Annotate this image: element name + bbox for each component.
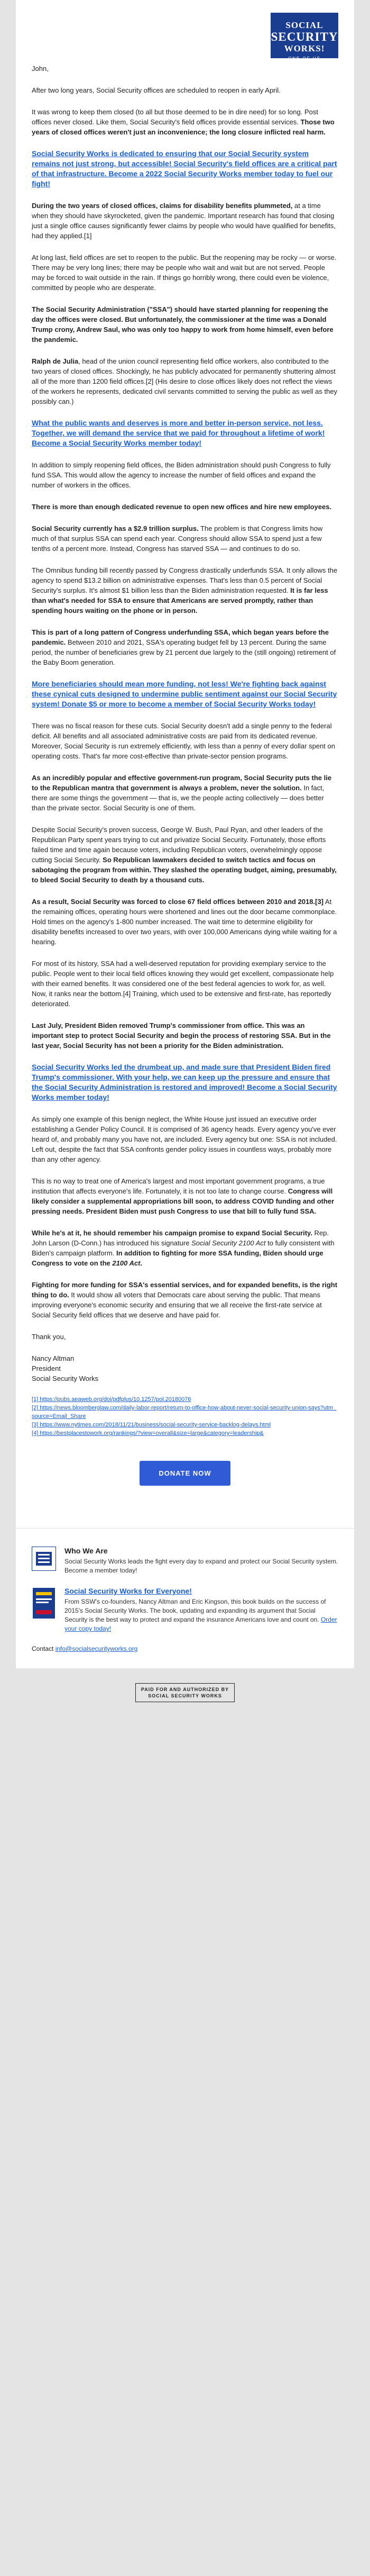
callout-link[interactable]: What the public wants and deserves is more and better in-person service, not less. Together, we will demand the service that we paid for throughout a lifetime of work! Become a Social Security Works member today! xyxy=(32,419,325,447)
paid-for-box xyxy=(135,1683,235,1702)
paragraph: This is part of a long pattern of Congress underfunding SSA, which began years before the pandemic. Between 2010 and 2021, SSA's operating budget fell by 13 percent. During the same period, the number of beneficiaries grew by 21 percent due largely to the (still ongoing) retirement of the Baby Boom generation. xyxy=(32,628,336,666)
ssw-logo[interactable] xyxy=(271,13,338,61)
paid-for-section xyxy=(16,1668,354,1723)
ssw-small-logo-icon xyxy=(32,1547,56,1571)
footnote xyxy=(32,1404,338,1421)
signoff: Thank you, xyxy=(32,1333,66,1341)
contact-email-link[interactable]: info@socialsecurityworks.org xyxy=(55,1645,138,1652)
paragraph: As a result, Social Security was forced to close 67 field offices between 2010 and 2018.[3] At the remaining offices, operating hours were shortened and lines out the door became commonplace. Hold times on the agency's 1-800 number increased. The wait time to determine eligibility for disability benefits increased to over two years, with over 100,000 Americans dying while waiting for a hearing. xyxy=(32,898,337,946)
paragraph: During the two years of closed offices, claims for disability benefits plummeted, at a time when they should have skyrocketed, given the pandemic. Important research has found that closing just a single office causes significantly fewer claims by people who would have qualified for benefits, had they applied.[1] xyxy=(32,202,336,240)
signature-title: President xyxy=(32,1364,61,1372)
paragraph: There is more than enough dedicated revenue to open new offices and hire new employees. xyxy=(32,503,332,511)
logo-line2: SECURITY xyxy=(271,30,338,43)
paragraph: It was wrong to keep them closed (to all but those deemed to be in dire need) for so long. Post offices never closed. Like them, Social Security's field offices provide essential services. Those two years of closed offices weren't just an inconvenience; the long closure inflicted real harm. xyxy=(32,108,335,136)
book-text: From SSW's co-founders, Nancy Altman and Eric Kingson, this book builds on the success of 2015's Social Security Works. The book, updating and expanding its argument that Social Security is the best way to protect and expand the insurance Americans love and count on. Order your copy today! xyxy=(64,1598,337,1632)
callout-link[interactable]: Social Security Works is dedicated to ensuring that our Social Security system remains not just strong, but accessible! Social Security's field offices are a critical part of that infrastructure. Become a 2022 Social Security Works member today to fuel our fight! xyxy=(32,149,337,188)
footnote xyxy=(32,1395,338,1404)
footnote xyxy=(32,1429,338,1438)
paragraph: At long last, field offices are set to reopen to the public. But the reopening may be rocky — or worse. There may be very long lines; there may be people who wait and wait but are not served. People may be forced to wait outside in the rain. If things go horribly wrong, there could even be violence, committed by people who are desperate. xyxy=(32,254,337,292)
order-book-link[interactable]: Order your copy today! xyxy=(64,1616,337,1632)
paragraph: As an incredibly popular and effective government-run program, Social Security puts the lie to the Republican mantra that government is always a problem, never the solution. In fact, there are some things the government — that is, we the people acting collectively — does better than the private sector. Social Security is one of them. xyxy=(32,774,332,812)
paragraph: This is no way to treat one of America's largest and most important government programs, a true institution that affects everyone's life. Fortunately, it is not too late to change course. Congress will likely consider a supplemental appropriations bill soon, to address COVID funding and other pressing needs. President Biden must push Congress to use that bill to fully fund SSA. xyxy=(32,1177,335,1215)
who-we-are xyxy=(32,1547,338,1575)
footnote xyxy=(32,1421,338,1429)
paragraph: After two long years, Social Security offices are scheduled to reopen in early April. xyxy=(32,86,281,94)
paragraph: Social Security currently has a $2.9 trillion surplus. The problem is that Congress limits how much of that surplus SSA can spend each year. Congress should allow SSA to spend just a few tenths of a percent more. Instead, Congress has starved SSA — and continues to do so. xyxy=(32,525,323,553)
paragraph: Fighting for more funding for SSA's essential services, and for expanded benefits, is the right thing to do. It would show all voters that Democrats care about serving the public. That means improving everyone's economic security and ensuring that we all receive the first-rate service at Social Security field offices that we deserve and have paid for. xyxy=(32,1281,338,1319)
who-text: Social Security Works leads the fight every day to expand and protect our Social Security system. Become a member today! xyxy=(64,1558,338,1574)
contact-line: Contact info@socialsecurityworks.org xyxy=(32,1645,138,1652)
who-title: Who We Are xyxy=(64,1547,108,1555)
paragraph: For most of its history, SSA had a well-deserved reputation for providing exemplary service to the public. People went to their local field offices knowing they would get excellent, compassionate help with their earned benefits. It was considered one of the best federal agencies to work for, as well. Now, it ranks near the bottom.[4] Training, which used to be extensive and first-rate, has reportedly deteriorated. xyxy=(32,960,334,1008)
paragraph: Despite Social Security's proven success, George W. Bush, Paul Ryan, and other leaders of the Republican Party spent years trying to cut and privatize Social Security. Fortunately, those efforts failed time and time again because voters, including Republican voters, overwhelmingly oppose cutting Social Security. So Republican lawmakers decided to switch tactics and focus on sabotaging the program from within. They slashed the operating budget, aiming, presumably, to bleed Social Security to death by a thousand cuts. xyxy=(32,826,337,884)
donate-button[interactable]: DONATE NOW xyxy=(140,1461,230,1486)
greeting: John, xyxy=(32,65,49,73)
signature-name: Nancy Altman xyxy=(32,1354,75,1362)
info-section xyxy=(16,1528,354,1668)
logo-tag: ONE OF US xyxy=(288,56,321,61)
footnote-link[interactable]: [2] https://news.bloomberglaw.com/daily-labor-report/return-to-office-how-about-never-social-security-union-says?utm_source=Email_Share xyxy=(32,1405,337,1420)
book-promo xyxy=(32,1587,338,1633)
paragraph: The Social Security Administration ("SSA") should have started planning for reopening the day the offices were closed. But unfortunately, the commissioner at the time was a Donald Trump crony, Andrew Saul, who was only too happy to work from home himself, even before the pandemic. xyxy=(32,305,334,344)
paragraph: Last July, President Biden removed Trump's commissioner from office. This was an important step to protect Social Security and begin the process of restoring SSA. But in the last year, Social Security has not been a priority for the Biden administration. xyxy=(32,1022,331,1050)
donate-section xyxy=(32,1438,338,1507)
paragraph: Ralph de Julia, head of the union council representing field office workers, also contributed to the two years of closed offices. Shockingly, he has publicly advocated for permanently shuttering almost all of the more than 1200 field offices.[2] (His desire to close offices likely does not reflect the views of the workers he represents, dedicated civil servants committed to serving the public as well as they possibly can.) xyxy=(32,357,338,405)
header xyxy=(16,0,354,64)
callout-link[interactable]: Social Security Works led the drumbeat up, and made sure that President Biden fired Trump's commissioner. With your help, we can keep up the pressure and ensure that the Social Security Administration is restored and improved! Become a Social Security Works member today! xyxy=(32,1063,337,1101)
footnote-link[interactable]: [3] https://www.nytimes.com/2018/11/21/business/social-security-service-backlog-delays.html xyxy=(32,1422,271,1428)
logo-line1: SOCIAL xyxy=(285,20,323,30)
footnote-link[interactable]: [4] https://bestplacestowork.org/rankings/?view=overall&size=large&category=leadership& xyxy=(32,1430,264,1436)
signature-org: Social Security Works xyxy=(32,1375,99,1382)
footnote-link[interactable]: [1] https://pubs.aeaweb.org/doi/pdfplus/10.1257/pol.20180076 xyxy=(32,1396,191,1403)
paragraph: In addition to simply reopening field offices, the Biden administration should push Congress to fully fund SSA. This would allow the agency to increase the number of field offices and expand the number of workers in the offices. xyxy=(32,461,331,489)
signature xyxy=(32,1353,338,1384)
paragraph: As simply one example of this benign neglect, the White House just issued an executive order establishing a Gender Policy Council. It is comprised of 36 agency heads. Every agency you've ever heard of, and probably many you have not, are included. Every agency but one: SSA is not included. Left out, despite the fact that SSA confronts gender policy issues in countless ways, probably more than any other agency. xyxy=(32,1115,337,1163)
callout-link[interactable]: More beneficiaries should mean more funding, not less! We're fighting back against these cynical cuts designed to undermine public sentiment against our Social Security system! Donate $5 or more to become a member of Social Security Works today! xyxy=(32,680,337,708)
logo-line3: WORKS! xyxy=(284,43,325,53)
book-cover-icon[interactable] xyxy=(32,1587,56,1620)
letter-body xyxy=(16,64,354,1528)
paragraph: While he's at it, he should remember his campaign promise to expand Social Security. Rep. John Larson (D-Conn.) has introduced his signature Social Security 2100 Act to fully consistent with Biden's campaign platform. In addition to fighting for more SSA funding, Biden should urge Congress to vote on the 2100 Act. xyxy=(32,1229,335,1267)
paragraph: The Omnibus funding bill recently passed by Congress drastically underfunds SSA. It only allows the agency to spend $13.2 billion on administrative expenses. That's less than 0.5 percent of Social Security's surplus. It's almost $1 billion less than the Biden administration requested. It is far less than what's needed for SSA to ensure that Americans are served promptly, rather than spending hours waiting on the phone or in person. xyxy=(32,566,338,614)
paid-line1: PAID FOR AND AUTHORIZED BY xyxy=(141,1687,229,1692)
paragraph: There was no fiscal reason for these cuts. Social Security doesn't add a single penny to the federal deficit. All benefits and all associated administrative costs are paid from its dedicated revenue. Moreover, Social Security is run extremely efficiently, with less than a penny of every dollar spent on operating costs. That's far more cost-effective than private-sector pension programs. xyxy=(32,722,335,760)
paid-line2: SOCIAL SECURITY WORKS xyxy=(148,1693,222,1698)
book-title-link[interactable]: Social Security Works for Everyone! xyxy=(64,1587,192,1595)
